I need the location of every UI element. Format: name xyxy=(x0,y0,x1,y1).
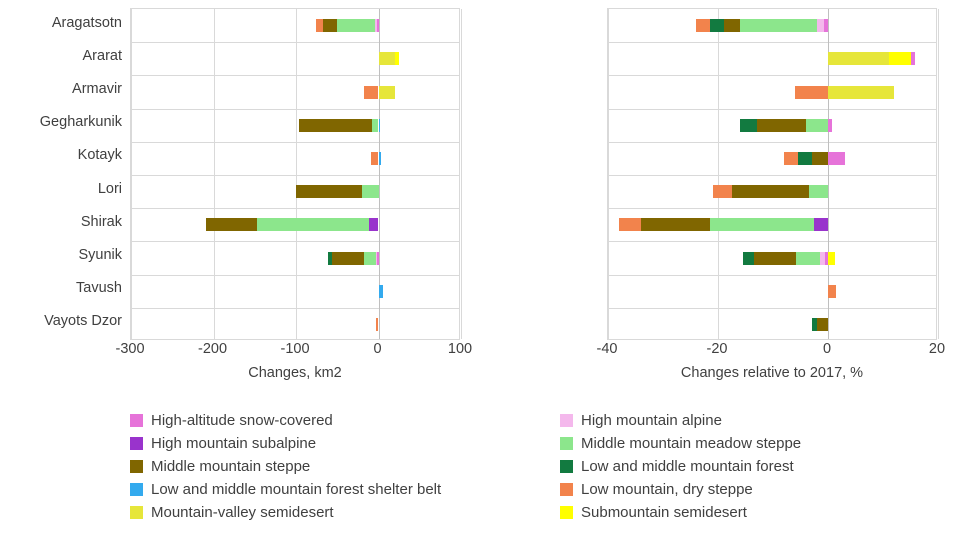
bar-segment xyxy=(375,19,377,32)
bar-segment xyxy=(724,19,741,32)
x-tick-label: 100 xyxy=(447,341,473,357)
bar-segment xyxy=(784,152,798,165)
legend-swatch-icon xyxy=(130,414,143,427)
bar-segment xyxy=(395,52,399,65)
bar-segment xyxy=(814,218,828,231)
legend-label: Mountain-valley semidesert xyxy=(151,504,334,521)
gridline-vertical xyxy=(296,9,297,339)
bar-segment xyxy=(828,152,845,165)
legend-item[interactable] xyxy=(560,458,794,475)
category-axis-left xyxy=(0,0,128,340)
bar-segment xyxy=(299,119,372,132)
x-tick-label: -300 xyxy=(115,341,145,357)
x-tick-label: 0 xyxy=(822,341,832,357)
legend-swatch-icon xyxy=(560,483,573,496)
legend-label: Submountain semidesert xyxy=(581,504,747,521)
bar-segment xyxy=(376,252,378,265)
x-tick-label: -200 xyxy=(197,341,228,357)
gridline-horizontal xyxy=(131,275,459,276)
bar-segment xyxy=(710,218,815,231)
bar-segment xyxy=(377,252,379,265)
bar-segment xyxy=(828,285,836,298)
bar-segment xyxy=(376,318,378,331)
bar-segment xyxy=(911,52,915,65)
legend-swatch-icon xyxy=(130,437,143,450)
gridline-horizontal xyxy=(131,142,459,143)
gridline-horizontal xyxy=(608,142,936,143)
legend-item[interactable] xyxy=(560,435,801,452)
legend-item[interactable] xyxy=(130,435,316,452)
gridline-vertical xyxy=(214,9,215,339)
gridline-vertical xyxy=(938,9,939,339)
bar-segment xyxy=(824,19,828,32)
bar-segment xyxy=(372,119,379,132)
gridline-horizontal xyxy=(608,275,936,276)
bar-segment xyxy=(379,119,381,132)
legend-swatch-icon xyxy=(560,460,573,473)
bar-segment xyxy=(812,318,818,331)
category-label: Aragatsotn xyxy=(51,14,122,31)
bar-segment xyxy=(710,19,724,32)
bar-segment xyxy=(316,19,323,32)
x-axis-ticks-left xyxy=(115,341,473,361)
bar-segment xyxy=(379,86,396,99)
gridline-vertical xyxy=(461,9,462,339)
category-label: Vayots Dzor xyxy=(44,313,122,330)
legend-label: Middle mountain steppe xyxy=(151,458,311,475)
legend-label: Low and middle mountain forest shelter belt xyxy=(151,481,442,498)
gridline-vertical xyxy=(718,9,719,339)
bar-segment xyxy=(740,119,757,132)
bar-segment xyxy=(828,119,832,132)
gridline-horizontal xyxy=(131,109,459,110)
bar-segment xyxy=(754,252,795,265)
bar-segment xyxy=(364,86,379,99)
gridline-horizontal xyxy=(608,308,936,309)
gridline-horizontal xyxy=(131,241,459,242)
gridline-vertical xyxy=(608,9,609,339)
bar-segment xyxy=(809,185,828,198)
bar-segment xyxy=(332,252,364,265)
x-axis-title-left: Changes, km2 xyxy=(248,365,342,381)
gridline-horizontal xyxy=(608,75,936,76)
bar-segment xyxy=(820,252,824,265)
gridline-horizontal xyxy=(131,208,459,209)
chart-legend xyxy=(0,412,959,548)
bar-segment xyxy=(257,218,368,231)
bar-segment xyxy=(296,185,362,198)
bar-segment xyxy=(619,218,641,231)
gridline-horizontal xyxy=(608,241,936,242)
bar-segment xyxy=(641,218,710,231)
category-label: Armavir xyxy=(72,81,122,97)
category-label: Lori xyxy=(97,180,122,197)
legend-label: Low mountain, dry steppe xyxy=(581,481,753,498)
bar-segment xyxy=(743,252,754,265)
bar-segment xyxy=(812,152,829,165)
bar-segment xyxy=(798,152,812,165)
legend-swatch-icon xyxy=(130,460,143,473)
bar-segment xyxy=(828,86,894,99)
legend-item[interactable] xyxy=(130,412,333,429)
bar-segment xyxy=(369,218,379,231)
x-axis-title-right: Changes relative to 2017, % xyxy=(680,365,864,381)
legend-swatch-icon xyxy=(130,483,143,496)
bar-segment xyxy=(817,19,824,32)
legend-label: Low and middle mountain forest xyxy=(581,458,794,475)
legend-item[interactable] xyxy=(560,504,747,521)
category-label: Gegharkunik xyxy=(39,114,122,131)
bar-segment xyxy=(379,52,396,65)
legend-swatch-icon xyxy=(560,414,573,427)
bar-segment xyxy=(828,252,835,265)
bar-segment xyxy=(828,52,889,65)
bar-segment xyxy=(696,19,710,32)
plot-area-right xyxy=(607,8,937,340)
gridline-horizontal xyxy=(131,75,459,76)
legend-swatch-icon xyxy=(130,506,143,519)
bar-segment xyxy=(713,185,732,198)
x-tick-label: -40 xyxy=(596,341,618,357)
x-tick-label: 20 xyxy=(928,341,946,357)
bar-segment xyxy=(328,252,332,265)
x-tick-label: 0 xyxy=(373,341,382,357)
bar-segment xyxy=(889,52,911,65)
bar-segment xyxy=(362,185,379,198)
legend-item[interactable] xyxy=(560,412,722,429)
bar-segment xyxy=(796,252,821,265)
legend-swatch-icon xyxy=(560,506,573,519)
category-label: Shirak xyxy=(80,213,122,230)
chart-panel-right xyxy=(475,0,959,400)
legend-item[interactable] xyxy=(130,481,441,498)
bar-segment xyxy=(740,19,817,32)
legend-label: High mountain alpine xyxy=(581,412,722,429)
legend-item[interactable] xyxy=(130,504,334,521)
bar-segment xyxy=(379,152,381,165)
gridline-horizontal xyxy=(608,109,936,110)
gridline-horizontal xyxy=(608,42,936,43)
legend-label: Middle mountain meadow steppe xyxy=(581,435,802,452)
bar-segment xyxy=(795,86,828,99)
category-label: Ararat xyxy=(82,47,122,64)
bar-segment xyxy=(323,19,337,32)
bar-segment xyxy=(371,152,378,165)
bar-segment xyxy=(206,218,257,231)
x-axis-ticks-right xyxy=(596,341,946,361)
legend-label: High-altitude snow-covered xyxy=(151,412,333,429)
bar-segment xyxy=(817,318,828,331)
category-label: Tavush xyxy=(76,280,122,297)
bar-segment xyxy=(806,119,828,132)
bar-segment xyxy=(757,119,807,132)
plot-area-left xyxy=(130,8,460,340)
legend-swatch-icon xyxy=(560,437,573,450)
chart-panel-left xyxy=(0,0,475,400)
gridline-horizontal xyxy=(608,175,936,176)
gridline-vertical xyxy=(131,9,132,339)
legend-item[interactable] xyxy=(560,481,753,498)
legend-item[interactable] xyxy=(130,458,310,475)
bar-segment xyxy=(364,252,376,265)
legend-label: High mountain subalpine xyxy=(151,435,317,452)
category-label: Syunik xyxy=(78,247,122,263)
bar-segment xyxy=(377,19,379,32)
gridline-horizontal xyxy=(131,42,459,43)
category-label: Kotayk xyxy=(77,147,122,164)
x-tick-label: -20 xyxy=(706,341,728,357)
bar-segment xyxy=(337,19,375,32)
gridline-horizontal xyxy=(131,308,459,309)
bar-segment xyxy=(732,185,809,198)
gridline-horizontal xyxy=(131,175,459,176)
x-tick-label: -100 xyxy=(280,341,310,357)
gridline-horizontal xyxy=(608,208,936,209)
bar-segment xyxy=(379,285,383,298)
